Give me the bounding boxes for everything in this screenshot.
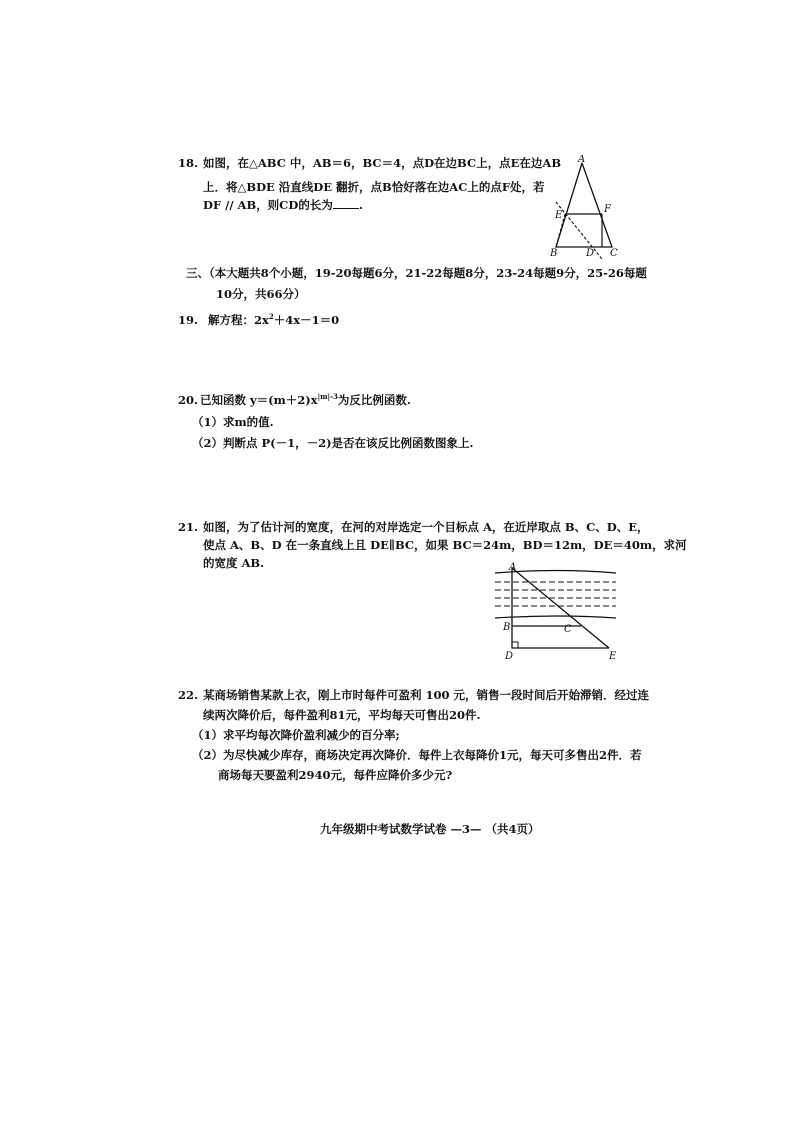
q19-number: 19. xyxy=(178,313,199,327)
q18-triangle-figure xyxy=(550,155,620,260)
page-footer: 九年级期中考试数学试卷 —3— （共4页） xyxy=(320,822,540,836)
q21-line-ae xyxy=(512,568,609,648)
section3-heading: 三、（本大题共8个小题，19-20每题6分，21-22每题8分，23-24每题9分，25-26每题 xyxy=(186,266,647,280)
q21-label-a: A xyxy=(509,562,517,573)
q21-label-b: B xyxy=(503,622,511,633)
answer-blank xyxy=(333,198,359,209)
q18-line2: 上．将△BDE 沿直线DE 翻折，点B恰好落在边AC上的点F处，若 xyxy=(203,180,545,194)
q20-exponent: |m|-3 xyxy=(317,392,338,402)
q18-line3-end: . xyxy=(358,198,363,212)
q21-label-d: D xyxy=(505,651,514,662)
q19-text-pre: 解方程：2x xyxy=(208,313,269,327)
q20-text-pre: 已知函数 y＝(m＋2)x xyxy=(200,393,318,407)
q18-label-a: A xyxy=(578,155,586,165)
q19-text xyxy=(208,312,340,327)
q21-line3: 的宽度 AB. xyxy=(203,556,265,570)
q22-part2-line1: （2）为尽快减少库存，商场决定再次降价．每件上衣每降价1元，每天可多售出2件．若 xyxy=(192,748,642,762)
q18-label-f: F xyxy=(604,204,611,215)
q20-number: 20. xyxy=(178,393,199,407)
q18-line1: 如图，在△ABC 中，AB＝6，BC＝4，点D在边BC上，点E在边AB xyxy=(203,156,562,170)
q22-line1: 某商场销售某款上衣，刚上市时每件可盈利 100 元，销售一段时间后开始滞销．经过连 xyxy=(203,688,650,702)
q18-number: 18. xyxy=(178,156,199,170)
q21-river-figure xyxy=(492,562,624,662)
q18-label-b: B xyxy=(550,248,558,259)
q20-text xyxy=(200,392,411,407)
q20-text-post: 为反比例函数. xyxy=(337,393,411,407)
q20-part2: （2）判断点 P(－1，－2)是否在该反比例函数图象上. xyxy=(192,436,474,450)
section3-heading-cont: 10分，共66分） xyxy=(216,287,306,301)
q20-part1: （1）求m的值. xyxy=(192,415,274,429)
q18-fold-line-ed xyxy=(556,202,602,259)
q18-line3 xyxy=(203,198,363,212)
q22-part2-line2: 商场每天要盈利2940元，每件应降价多少元? xyxy=(218,768,453,782)
q22-number: 22. xyxy=(178,688,199,702)
q21-label-c: C xyxy=(564,624,572,635)
q21-line2: 使点 A、B、D 在一条直线上且 DE∥BC，如果 BC＝24m，BD＝12m，DE＝40m，求河 xyxy=(203,538,687,552)
q22-line2: 续两次降价后，每件盈利81元，平均每天可售出20件. xyxy=(203,708,481,722)
q19-exponent: 2 xyxy=(268,312,274,322)
q22-part1: （1）求平均每次降价盈利减少的百分率; xyxy=(192,728,400,742)
q18-label-c: C xyxy=(610,248,618,259)
q19-text-post: ＋4x－1＝0 xyxy=(273,313,340,327)
q18-label-d: D xyxy=(586,248,595,259)
river-near-bank xyxy=(495,616,616,618)
q21-number: 21. xyxy=(178,520,199,534)
q18-line3-text: DF // AB，则CD的长为 xyxy=(203,198,333,212)
q21-line1: 如图，为了估计河的宽度，在河的对岸选定一个目标点 A，在近岸取点 B、C、D、E， xyxy=(203,520,649,534)
q21-label-e: E xyxy=(609,651,617,662)
q18-label-e: E xyxy=(555,210,563,221)
right-angle-mark xyxy=(512,642,518,648)
